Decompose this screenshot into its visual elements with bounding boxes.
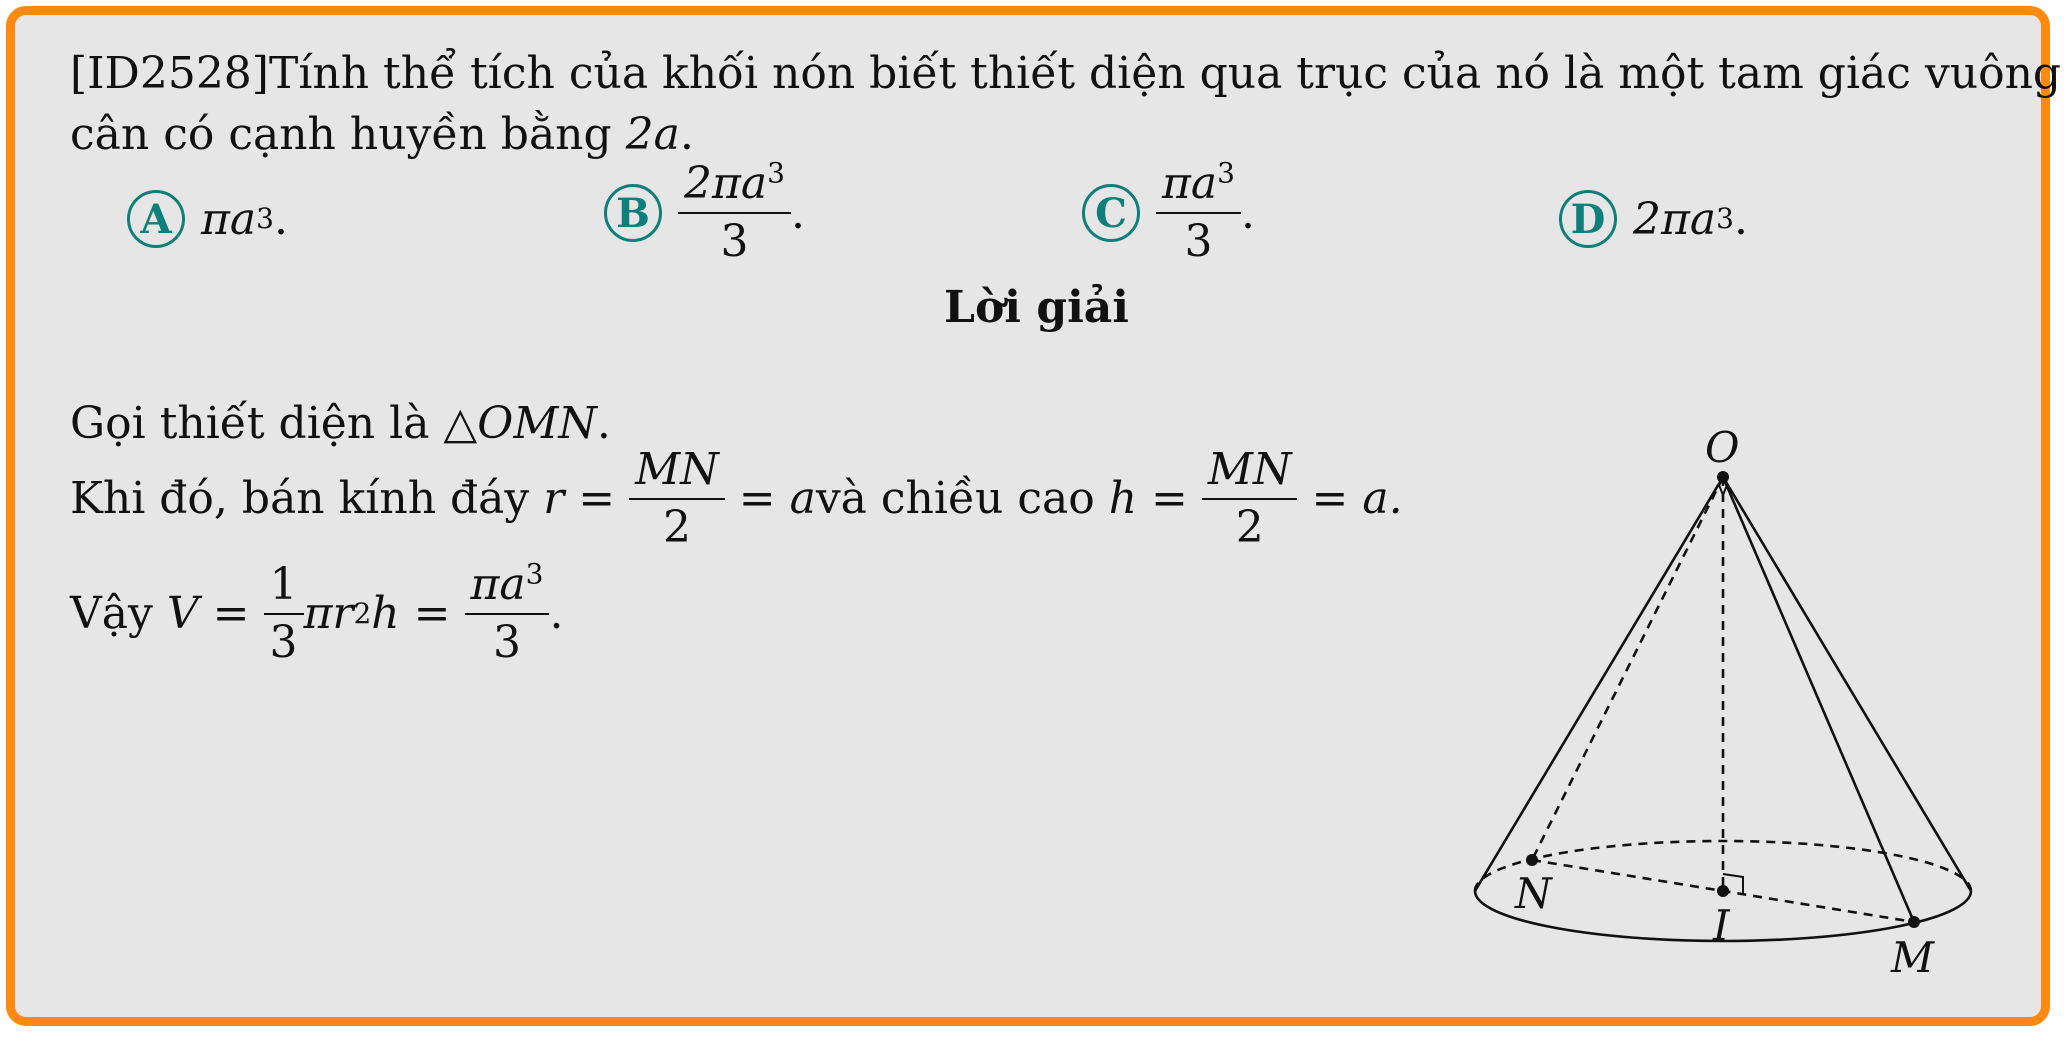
height-frac-num: MN bbox=[1202, 448, 1298, 500]
radius-frac-num: MN bbox=[629, 448, 725, 500]
solution-text-3: Vậy bbox=[70, 588, 153, 639]
point-n bbox=[1526, 854, 1538, 866]
triangle-omn: △OMN bbox=[443, 398, 597, 449]
label-n: N bbox=[1515, 869, 1552, 918]
radius-expr: r = bbox=[543, 473, 616, 524]
solution-text-2a: Khi đó, bán kính đáy bbox=[70, 473, 530, 524]
hypotenuse-value: 2a bbox=[625, 109, 680, 160]
height-result: = a. bbox=[1311, 473, 1403, 524]
choice-d[interactable]: D 2πa 3 . bbox=[1559, 190, 1748, 248]
volume-frac-num: πa bbox=[470, 559, 526, 610]
segment-om bbox=[1723, 477, 1914, 922]
choice-c-num: πa bbox=[1162, 158, 1218, 209]
radius-frac-den: 2 bbox=[662, 502, 691, 553]
choice-b-sup: 3 bbox=[767, 156, 785, 190]
choice-d-text: 2πa bbox=[1633, 193, 1717, 245]
question-suffix: . bbox=[679, 109, 694, 160]
question-id: [ID2528] bbox=[70, 48, 269, 99]
label-i: I bbox=[1713, 901, 1730, 950]
choice-a-suffix: . bbox=[273, 193, 288, 245]
h-expr: h = bbox=[371, 588, 451, 639]
volume-frac-den: 3 bbox=[492, 617, 521, 668]
point-o bbox=[1717, 471, 1729, 483]
choice-b-num: 2πa bbox=[684, 158, 768, 209]
choice-b-den: 3 bbox=[720, 216, 749, 267]
one-third-num: 1 bbox=[264, 563, 304, 615]
solution-text-2b: và chiều cao bbox=[815, 473, 1095, 524]
volume-frac-sup: 3 bbox=[525, 557, 544, 591]
cone-edge-right bbox=[1723, 477, 1971, 891]
point-i bbox=[1717, 885, 1729, 897]
height-frac-den: 2 bbox=[1235, 502, 1264, 553]
label-m: M bbox=[1891, 933, 1935, 982]
choice-b-badge[interactable]: B bbox=[604, 184, 662, 242]
choice-c-den: 3 bbox=[1184, 216, 1213, 267]
question-text: Tính thể tích của khối nón biết thiết diện qua trục của nó là một tam giác vuông bbox=[268, 48, 2062, 99]
segment-on bbox=[1532, 477, 1723, 860]
label-o: O bbox=[1705, 423, 1740, 472]
choice-b-suffix: . bbox=[790, 187, 805, 239]
choice-d-badge[interactable]: D bbox=[1559, 190, 1617, 248]
solution-title: Lời giải bbox=[944, 282, 1130, 333]
question-text-2: cân có cạnh huyền bằng bbox=[70, 109, 626, 160]
choice-a[interactable]: A πa 3 . bbox=[127, 190, 288, 248]
volume-expr: V = bbox=[166, 588, 250, 639]
one-third-den: 3 bbox=[269, 617, 298, 668]
choice-a-text: πa bbox=[201, 193, 257, 245]
choice-c-sup: 3 bbox=[1217, 156, 1235, 190]
choice-c-suffix: . bbox=[1240, 187, 1255, 239]
point-m bbox=[1908, 916, 1920, 928]
choice-d-suffix: . bbox=[1733, 193, 1748, 245]
right-angle-o bbox=[1719, 485, 1727, 495]
choice-a-badge[interactable]: A bbox=[127, 190, 185, 248]
solution-suffix-1: . bbox=[596, 398, 611, 449]
choice-c-badge[interactable]: C bbox=[1082, 184, 1140, 242]
pi-r-expr: πr bbox=[303, 588, 354, 639]
radius-result: = a bbox=[738, 473, 816, 524]
solution-line-3: Vậy V = $\frac{1}{3}$ πr 2 h = $\frac{\pi a^3}{3}$ . bbox=[70, 557, 564, 668]
solution-text-1: Gọi thiết diện là bbox=[70, 398, 444, 449]
cone-edge-left bbox=[1475, 477, 1723, 891]
solution-end: . bbox=[549, 588, 564, 639]
height-expr: h = bbox=[1108, 473, 1188, 524]
